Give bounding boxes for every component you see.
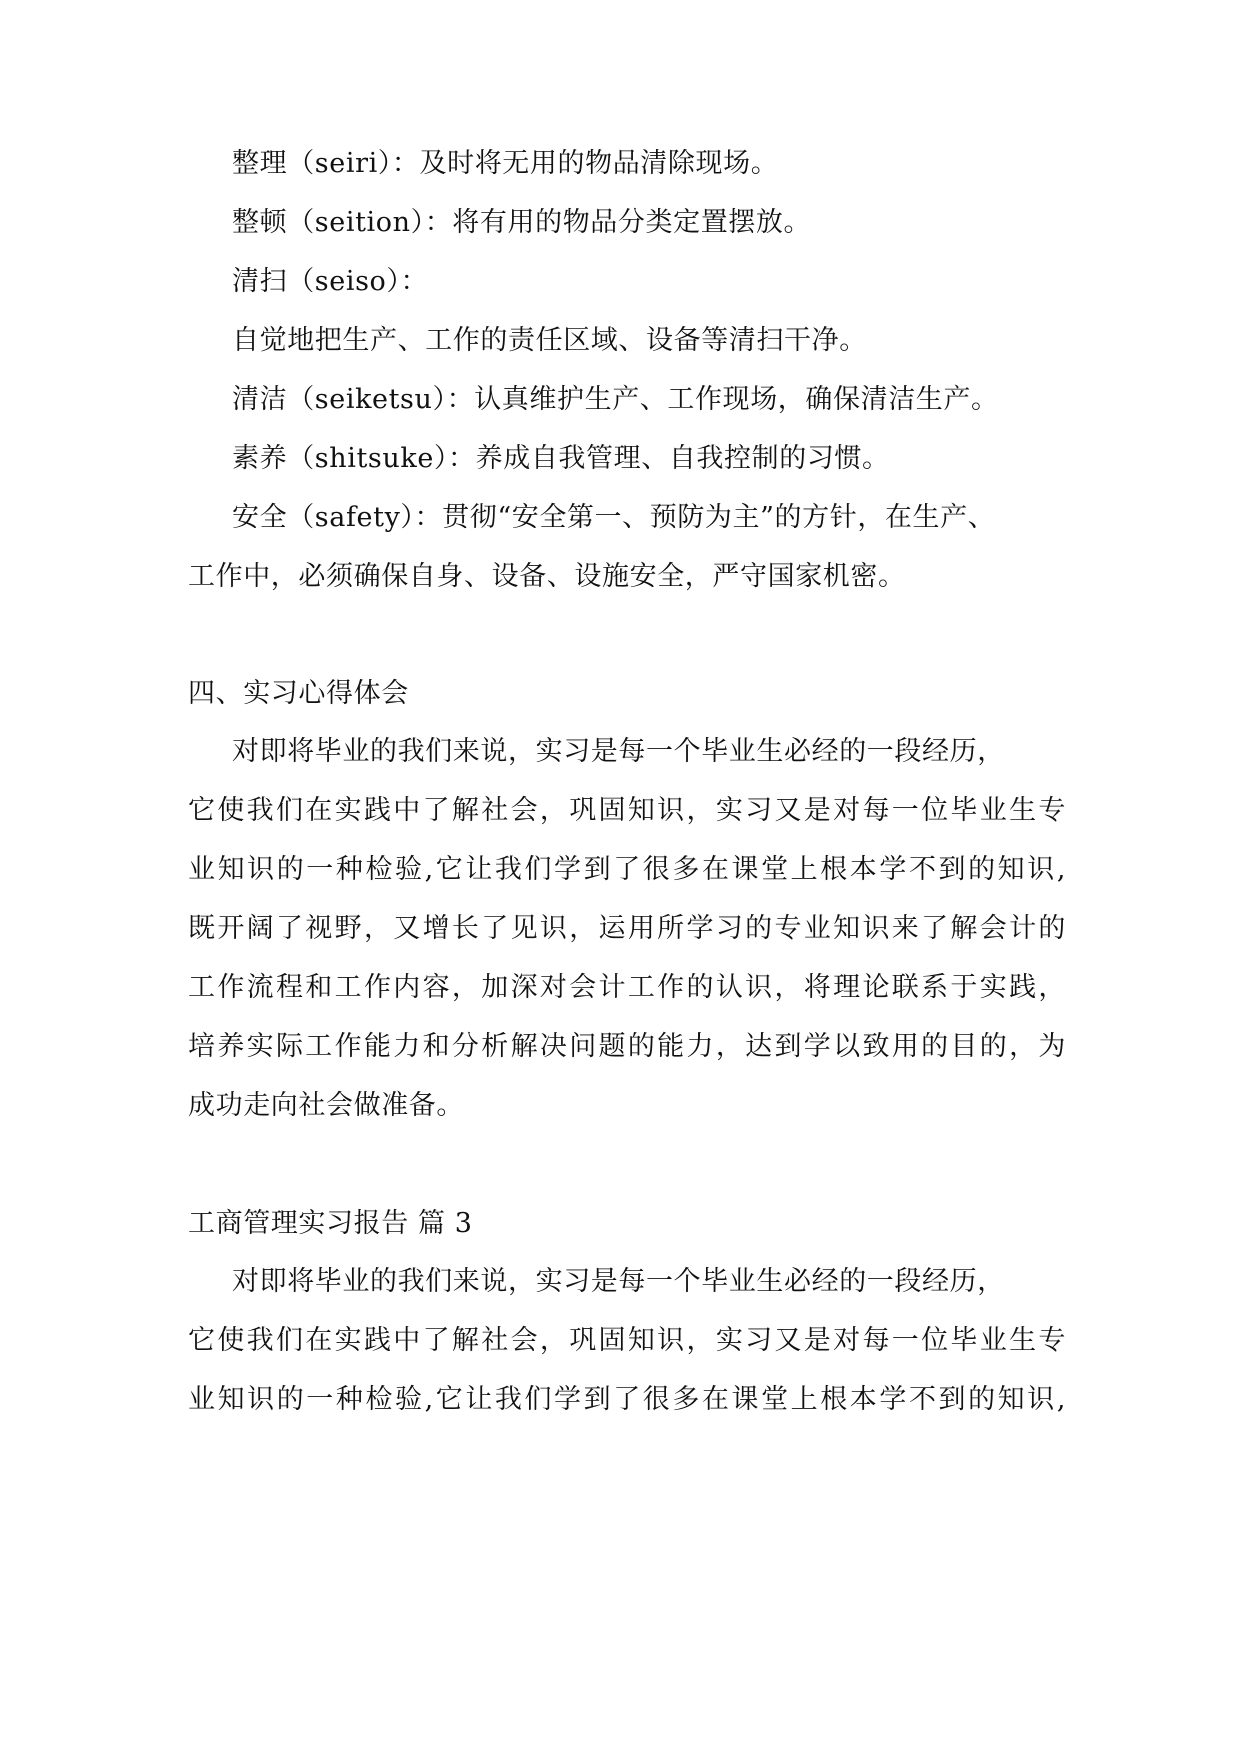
seiri-line: 整理（seiri）：及时将无用的物品清除现场。	[232, 148, 779, 179]
safety-line-2: 工作中，必须确保自身、设备、设施安全，严守国家机密。	[188, 561, 906, 592]
seition-line: 整顿（seition）：将有用的物品分类定置摆放。	[232, 207, 812, 238]
section-4-para-line-2: 它使我们在实践中了解社会，巩固知识，实习又是对每一位毕业生专	[188, 795, 1066, 826]
safety-line-1: 安全（safety）：贯彻“安全第一、预防为主”的方针，在生产、	[232, 502, 996, 533]
section-4-para-line-1: 对即将毕业的我们来说，实习是每一个毕业生必经的一段经历，	[232, 736, 1005, 767]
seiso-body-line: 自觉地把生产、工作的责任区域、设备等清扫干净。	[232, 325, 867, 356]
seiso-heading-line: 清扫（seiso）：	[232, 266, 429, 297]
section-4-heading: 四、实习心得体会	[188, 678, 409, 709]
section-4-para-line-7: 成功走向社会做准备。	[188, 1090, 464, 1121]
section-4-para-line-4: 既开阔了视野，又增长了见识，运用所学习的专业知识来了解会计的	[188, 913, 1066, 944]
shitsuke-line: 素养（shitsuke）：养成自我管理、自我控制的习惯。	[232, 443, 890, 474]
section-4-para-line-3: 业知识的一种检验,它让我们学到了很多在课堂上根本学不到的知识,	[188, 854, 1066, 885]
section-4-para-line-5: 工作流程和工作内容，加深对会计工作的认识，将理论联系于实践，	[188, 972, 1066, 1003]
report-3-para-line-1: 对即将毕业的我们来说，实习是每一个毕业生必经的一段经历，	[232, 1266, 1005, 1297]
report-3-para-line-2: 它使我们在实践中了解社会，巩固知识，实习又是对每一位毕业生专	[188, 1325, 1066, 1356]
seiketsu-line: 清洁（seiketsu）：认真维护生产、工作现场，确保清洁生产。	[232, 384, 999, 415]
report-3-heading: 工商管理实习报告 篇 3	[188, 1208, 473, 1239]
report-3-para-line-3: 业知识的一种检验,它让我们学到了很多在课堂上根本学不到的知识,	[188, 1384, 1066, 1415]
section-4-para-line-6: 培养实际工作能力和分析解决问题的能力，达到学以致用的目的，为	[188, 1031, 1066, 1062]
